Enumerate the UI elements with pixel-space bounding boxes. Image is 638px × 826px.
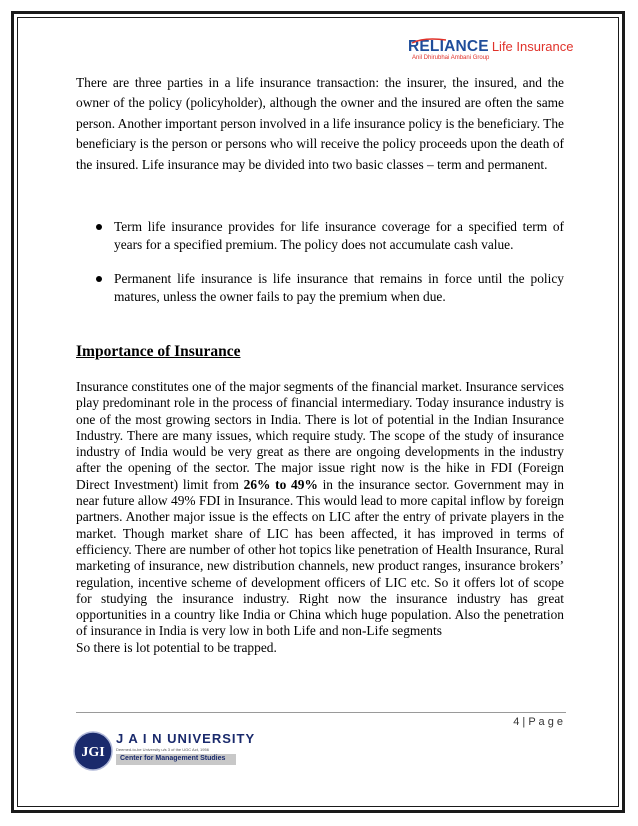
body-text-b: in the insurance sector. Government may in near future allow 49% FDI in Insurance. This would lead to more capital inflow by foreign partners. Another major issue is the effects on LIC after the entry of private players in the market. Though market share of LIC has been affected, it has improved in terms of efficiency. There are number of other hot topics like penetration of Health Insurance, Rural marketing of insurance, new distribution channels, new product ranges, insurance brokers’ regulation, incentive scheme of development officers of LIC etc. So it offers lot of scope for studying the insurance industry. Right now the insurance industry has great opportunities in a country like India or China which huge population. Also the penetration of insurance in India is very low in both Life and non-Life segments bbox=[76, 476, 565, 639]
reliance-swoosh-icon bbox=[410, 38, 450, 44]
bullet-icon bbox=[96, 224, 102, 230]
page-number: 4 | P a g e bbox=[513, 716, 563, 728]
section-heading: Importance of Insurance bbox=[76, 343, 241, 360]
reliance-brand: RELIANCE bbox=[408, 38, 489, 55]
bullet-text: Term life insurance provides for life insurance coverage for a specified term of years for a specified premium. The policy does not accumulate cash value. bbox=[114, 219, 564, 252]
jgi-emblem-icon bbox=[72, 730, 114, 772]
jgi-letters: JGI bbox=[81, 745, 105, 760]
reliance-group: Anil Dhirubhai Ambani Group bbox=[412, 55, 490, 61]
body-paragraph bbox=[76, 379, 564, 656]
list-item bbox=[96, 270, 564, 305]
center-name: Center for Management Studies bbox=[120, 755, 226, 762]
jain-university-subtitle: Deemed-to-be University u/s 3 of the UGC Act, 1956 bbox=[116, 747, 209, 752]
bullet-text: Permanent life insurance is life insurance that remains in force until the policy matures, unless the owner fails to pay the premium when due. bbox=[114, 271, 564, 304]
closing-line: So there is lot potential to be trapped. bbox=[76, 639, 277, 655]
bullet-icon bbox=[96, 276, 102, 282]
fdi-limit-bold: 26% to 49% bbox=[243, 476, 318, 492]
reliance-logo bbox=[408, 38, 588, 68]
list-item bbox=[96, 218, 564, 253]
reliance-product: Life Insurance bbox=[491, 39, 574, 54]
jain-university-logo bbox=[72, 730, 256, 772]
footer-divider bbox=[76, 712, 566, 713]
intro-paragraph: There are three parties in a life insurance transaction: the insurer, the insured, and the owner of the policy (policyholder), although the owner and the insured are often the same person. Another important person involved in a life insurance policy is the beneficiary. The beneficiary is the person or persons who will receive the policy proceeds upon the death of the insured. Life insurance may be divided into two basic classes – term and permanent. bbox=[76, 75, 564, 172]
insurance-types-list bbox=[96, 218, 564, 305]
body-text-a: Insurance constitutes one of the major segments of the financial market. Insurance services play predominant role in the process of financial intermediary. Today insurance industry is one of the most growing sectors in India. There is lot of potential in the Indian Insurance Industry. There are many issues, which require study. The scope of the study of insurance industry of India would be very great as there are ongoing developments in the industry after the opening of the sector. The major issue right now is the hike in FDI (Foreign Direct Investment) limit from bbox=[76, 379, 564, 492]
jain-university-name: J A I N UNIVERSITY bbox=[116, 731, 256, 746]
